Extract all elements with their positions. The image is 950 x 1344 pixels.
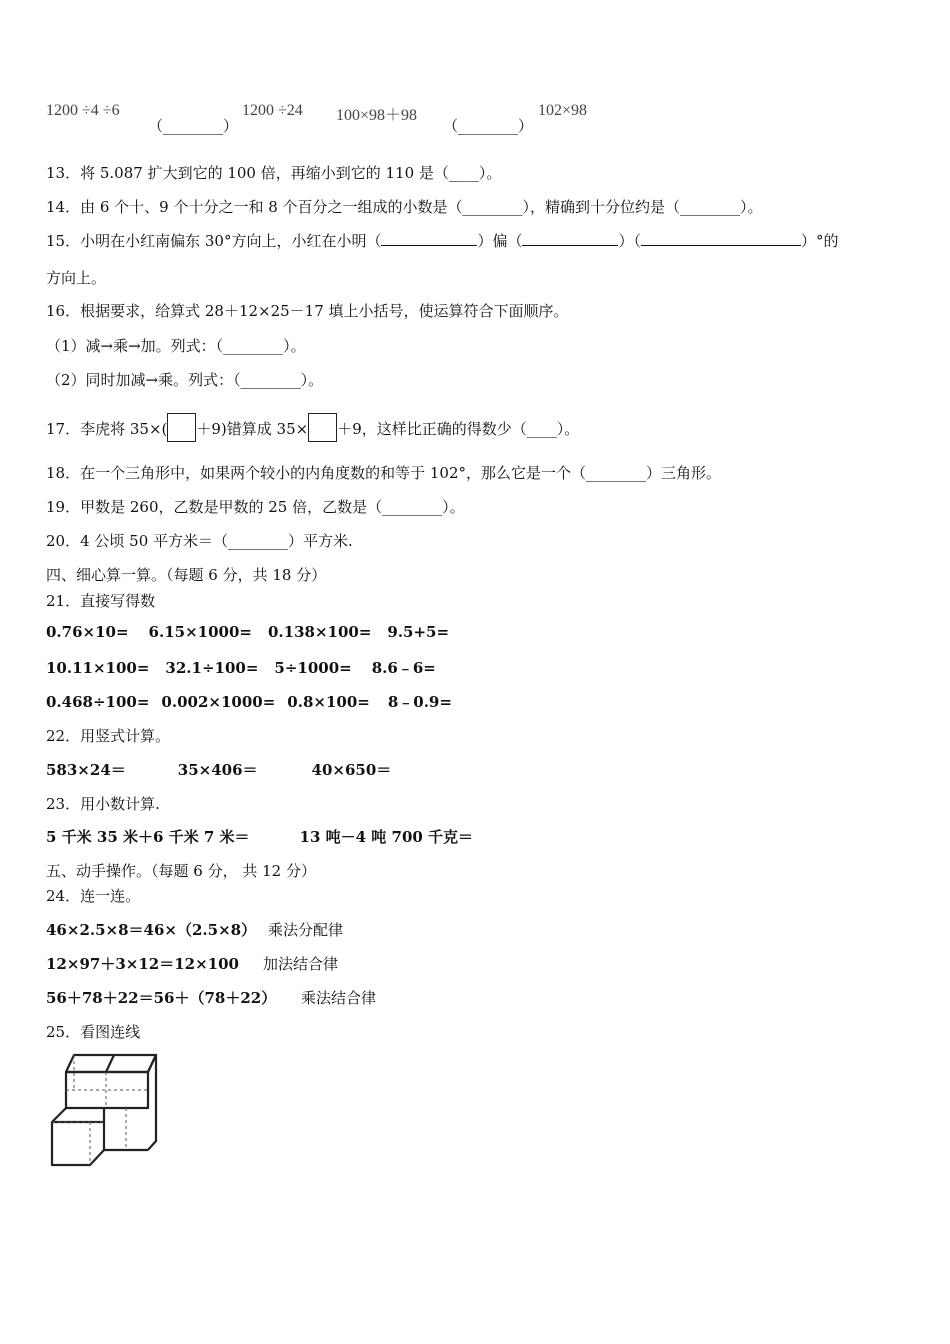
question-22: 22．用竖式计算。 bbox=[46, 727, 171, 745]
question-23: 23．用小数计算. bbox=[46, 795, 160, 813]
match-right: 乘法分配律 bbox=[268, 921, 344, 939]
answer-blank-1: （________） bbox=[148, 117, 239, 135]
question-14: 14．由 6 个十、9 个十分之一和 8 个百分之一组成的小数是（________），精确到十分位约是（________）。 bbox=[46, 198, 763, 216]
blank bbox=[641, 233, 801, 246]
calc-row: 0.76×10= 6.15×1000= 0.138×100= 9.5+5= bbox=[46, 623, 450, 641]
blank-square bbox=[308, 413, 337, 442]
question-15: 15．小明在小红南偏东 30°方向上，小红在小明（ ）偏（ ）（ ）°的 bbox=[46, 232, 839, 250]
question-25: 25．看图连线 bbox=[46, 1023, 141, 1041]
question-16-part2: （2）同时加减→乘。列式：（________）。 bbox=[46, 371, 324, 389]
expr-4: 102×98 bbox=[538, 102, 588, 119]
question-16-part1: （1）减→乘→加。列式：（________）。 bbox=[46, 337, 306, 355]
question-16: 16．根据要求，给算式 28＋12×25－17 填上小括号，使运算符合下面顺序。 bbox=[46, 302, 569, 320]
cube-figure bbox=[44, 1050, 164, 1172]
section-5-title: 五、动手操作。（每题 6 分， 共 12 分） bbox=[46, 862, 316, 880]
match-right: 加法结合律 bbox=[263, 955, 339, 973]
question-13: 13．将 5.087 扩大到它的 100 倍，再缩小到它的 110 是（____）。 bbox=[46, 164, 502, 182]
match-right: 乘法结合律 bbox=[301, 989, 377, 1007]
match-left: 56＋78＋22＝56＋（78＋22） bbox=[46, 989, 277, 1007]
calc-row: 0.468÷100= 0.002×1000= 0.8×100= 8﹣0.9= bbox=[46, 693, 452, 711]
question-17: 17．李虎将 35×( ＋9)错算成 35× ＋9，这样比正确的得数少（____）。 bbox=[46, 413, 579, 442]
vertical-calc-row: 583×24＝ 35×406＝ 40×650＝ bbox=[46, 761, 392, 779]
question-21: 21．直接写得数 bbox=[46, 592, 156, 610]
question-20: 20．4 公顷 50 平方米＝（________）平方米. bbox=[46, 532, 353, 550]
blank bbox=[381, 233, 477, 246]
decimal-calc-row: 5 千米 35 米＋6 千米 7 米＝ 13 吨－4 吨 700 千克＝ bbox=[46, 828, 474, 846]
blank-square bbox=[167, 413, 196, 442]
expr-3: 100×98＋98 bbox=[336, 107, 418, 124]
question-24: 24．连一连。 bbox=[46, 887, 141, 905]
blank bbox=[522, 233, 618, 246]
expression-row bbox=[46, 102, 120, 120]
expr-1: 1200 ÷4 ÷6 bbox=[46, 102, 120, 119]
question-18: 18．在一个三角形中，如果两个较小的内角度数的和等于 102°，那么它是一个（________）三角形。 bbox=[46, 464, 721, 482]
match-left: 46×2.5×8＝46×（2.5×8） bbox=[46, 921, 257, 939]
section-4-title: 四、细心算一算。（每题 6 分，共 18 分） bbox=[46, 566, 327, 584]
answer-blank-2: （________） bbox=[443, 117, 534, 135]
question-19: 19．甲数是 260，乙数是甲数的 25 倍，乙数是（________）。 bbox=[46, 498, 465, 516]
match-left: 12×97＋3×12＝12×100 bbox=[46, 955, 239, 973]
calc-row: 10.11×100= 32.1÷100= 5÷1000= 8.6﹣6= bbox=[46, 659, 436, 677]
question-15-cont: 方向上。 bbox=[46, 269, 107, 287]
expr-2: 1200 ÷24 bbox=[242, 102, 303, 119]
